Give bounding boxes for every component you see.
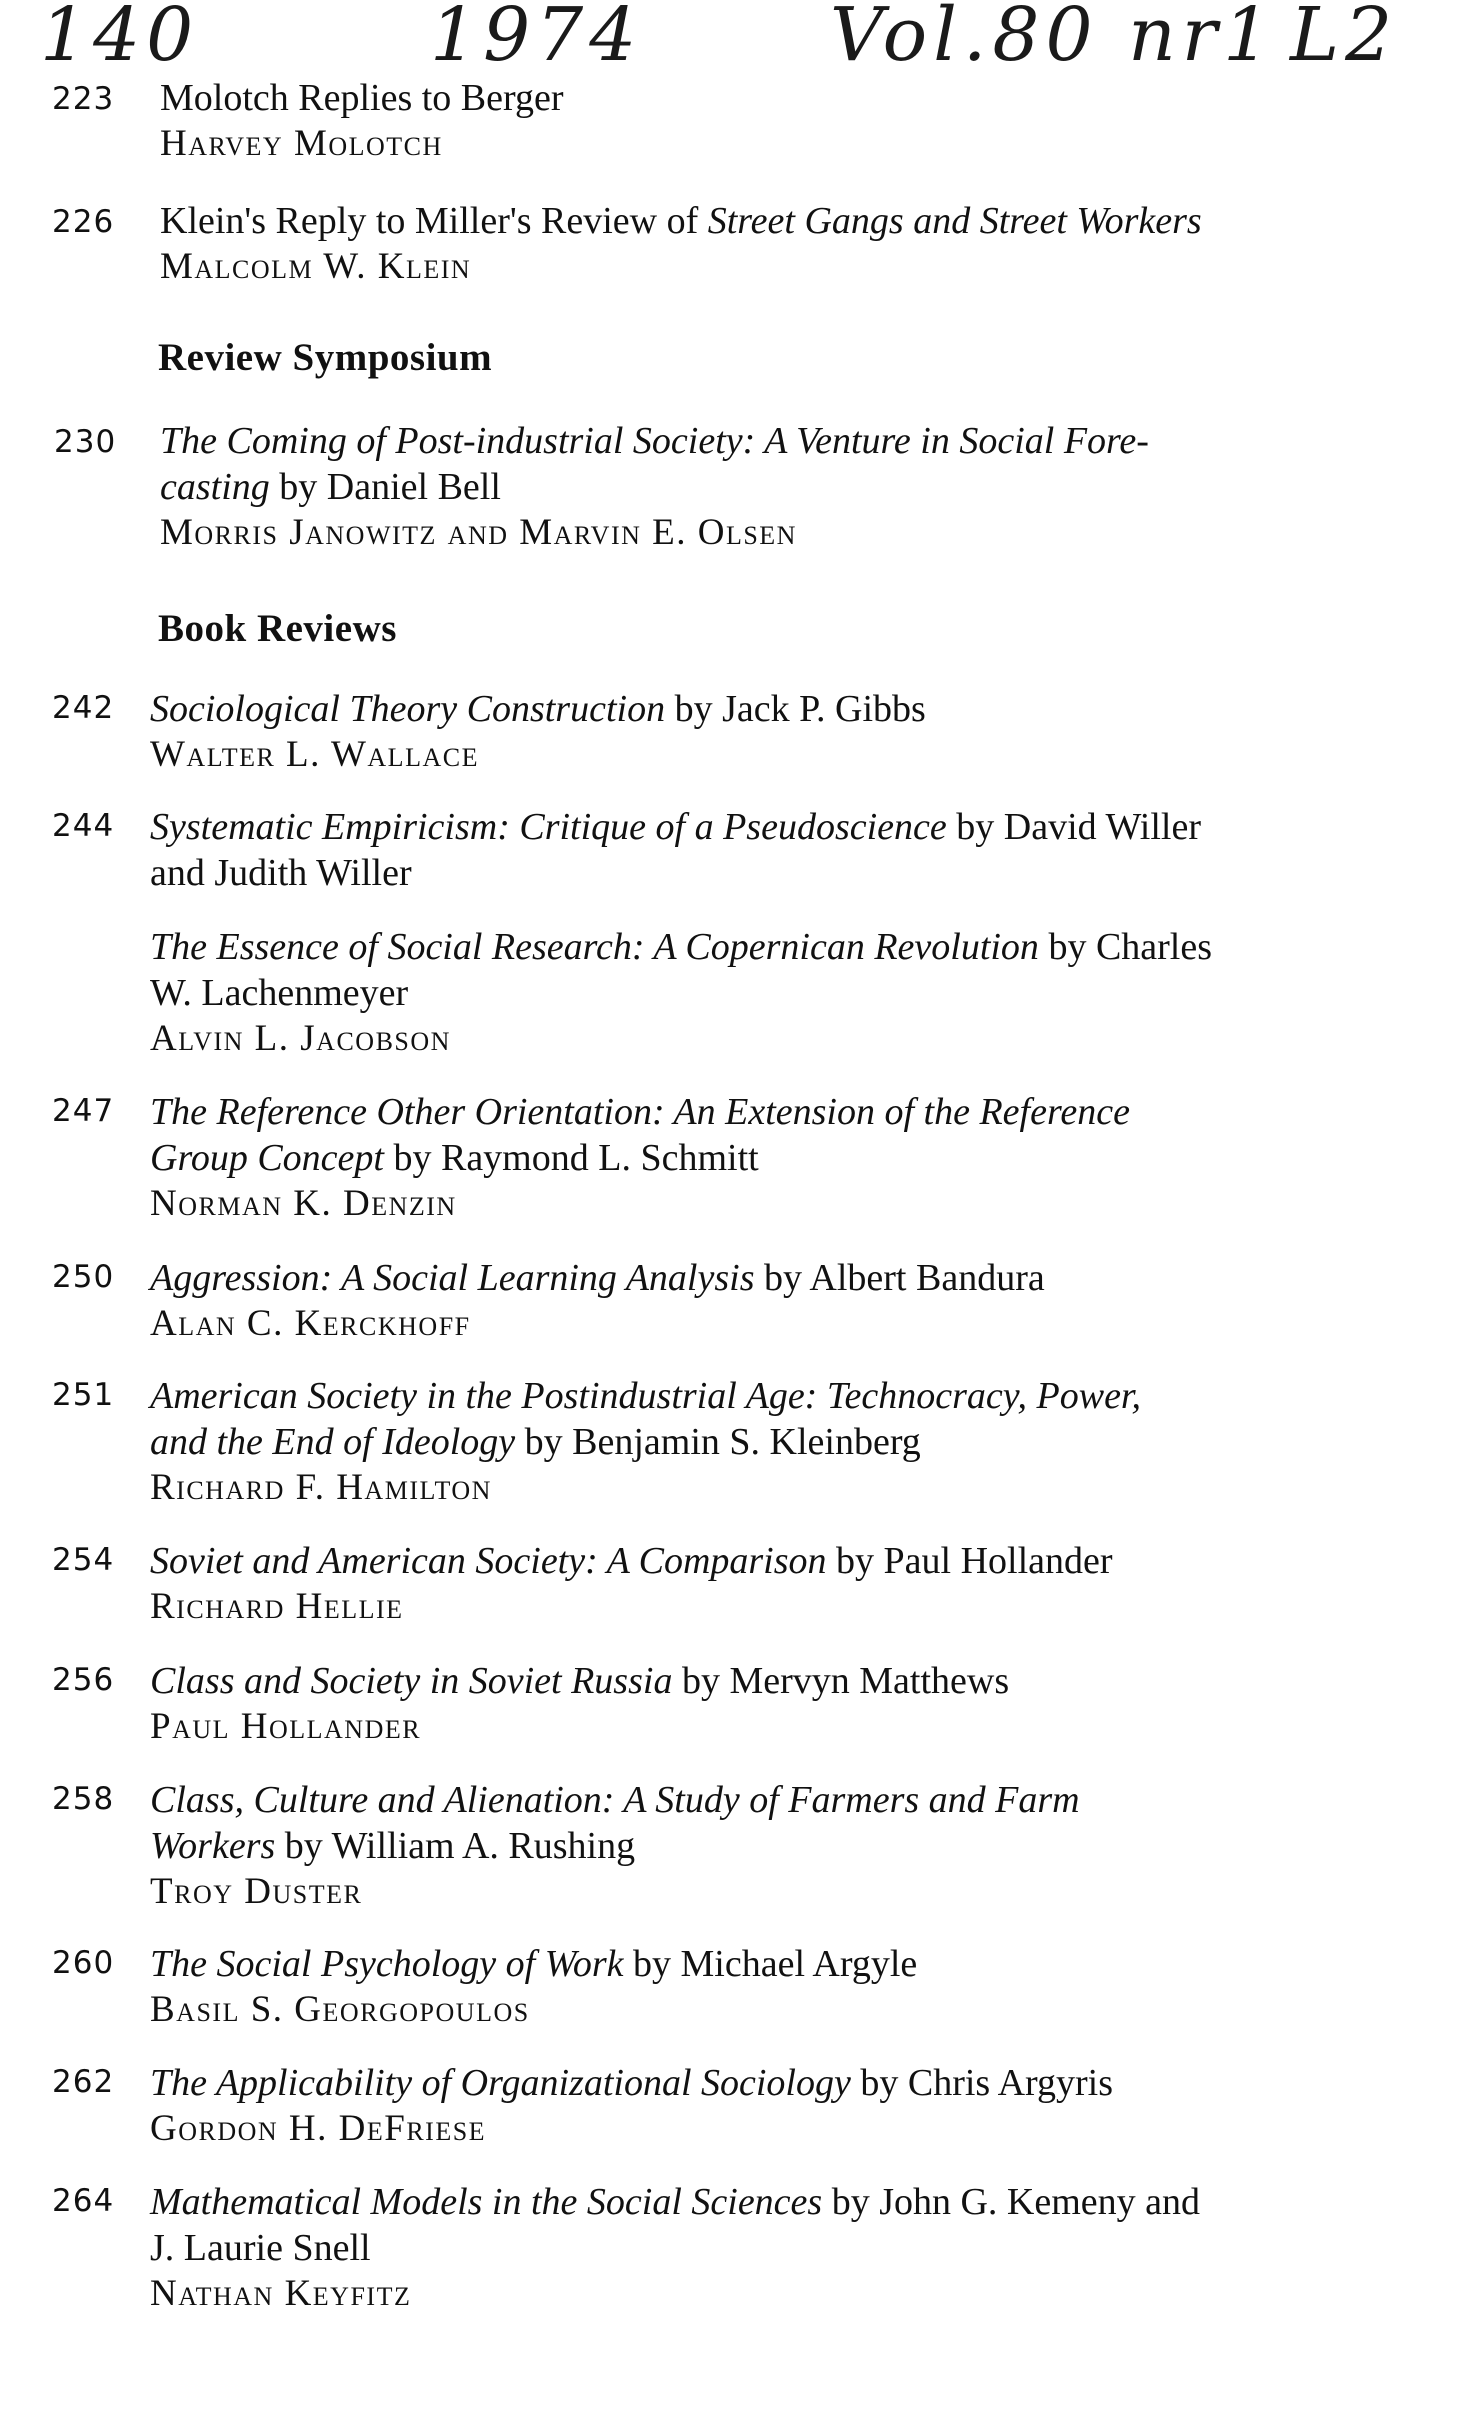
page-number: 230 [54,424,117,460]
page-number: 251 [52,1377,115,1413]
handwritten-year: 1974 [430,0,643,78]
entry-body [150,1658,1370,1750]
entry-title: Sociological Theory Construction by Jack P. Gibbs [150,688,926,730]
entry-author: Basil S. Georgopoulos [150,1989,530,2030]
entry-title-cont: and the End of Ideology by Benjamin S. Kleinberg [150,1421,921,1463]
entry-body [150,686,1370,778]
entry-title-cont: and Judith Willer [150,852,412,894]
entry-author: Morris Janowitz and Marvin E. Olsen [160,512,797,553]
entry-title: Soviet and American Society: A Comparison by Paul Hollander [150,1540,1113,1582]
entry-body [150,804,1370,896]
entry-title: Aggression: A Social Learning Analysis by Albert Bandura [150,1257,1045,1299]
entry-title-cont: W. Lachenmeyer [150,972,409,1014]
page-number: 262 [52,2064,115,2100]
entry-body [150,1089,1370,1227]
entry-title-cont: casting by Daniel Bell [160,466,501,508]
entry-title: Class and Society in Soviet Russia by Mervyn Matthews [150,1660,1010,1702]
entry-title: The Coming of Post-industrial Society: A Venture in Social Fore- [160,420,1149,462]
entry-author: Norman K. Denzin [150,1183,457,1224]
entry-title: Class, Culture and Alienation: A Study of Farmers and Farm [150,1779,1080,1821]
entry-title-cont: Group Concept by Raymond L. Schmitt [150,1137,759,1179]
entry-author: Troy Duster [150,1871,363,1912]
entry-title-cont: J. Laurie Snell [150,2227,371,2269]
entry-body [150,1538,1370,1630]
entry-author: Paul Hollander [150,1706,422,1747]
handwritten-number: 140 [40,0,200,78]
entry-author: Gordon H. DeFriese [150,2108,487,2149]
entry-author: Malcolm W. Klein [160,246,472,287]
entry-author: Alvin L. Jacobson [150,1018,451,1059]
section-heading-symposium: Review Symposium [158,336,493,379]
entry-author: Richard F. Hamilton [150,1467,492,1508]
entry-title: The Essence of Social Research: A Copernican Revolution by Charles [150,926,1213,968]
entry-body [150,1777,1370,1915]
entry-title: The Applicability of Organizational Sociology by Chris Argyris [150,2062,1114,2104]
page-number: 258 [52,1781,115,1817]
entry-body [150,2060,1370,2152]
entry-body [160,75,1380,167]
page-number: 250 [52,1259,115,1295]
entry-body [150,1373,1370,1511]
entry-title: The Reference Other Orientation: An Extension of the Reference [150,1091,1130,1133]
page-number: 242 [52,690,115,726]
page-number: 244 [52,808,115,844]
entry-title: Klein's Reply to Miller's Review of Street Gangs and Street Workers [160,200,1202,242]
page-number: 226 [52,204,115,240]
entry-title: Systematic Empiricism: Critique of a Pseudoscience by David Willer [150,806,1201,848]
page-number: 264 [52,2183,115,2219]
entry-author: Harvey Molotch [160,123,443,164]
entry-title: American Society in the Postindustrial Age: Technocracy, Power, [150,1375,1142,1417]
entry-author: Nathan Keyfitz [150,2273,412,2314]
page-number: 260 [52,1945,115,1981]
entry-body [160,198,1380,290]
entry-body [160,418,1380,556]
handwritten-code: L2 [1290,0,1399,78]
page-number: 254 [52,1542,115,1578]
entry-body [150,2179,1370,2317]
entry-title: Molotch Replies to Berger [160,77,564,119]
page-number: 223 [52,81,115,117]
entry-body [150,924,1370,1062]
entry-author: Walter L. Wallace [150,734,479,775]
entry-title: The Social Psychology of Work by Michael Argyle [150,1943,918,1985]
entry-body [150,1255,1370,1347]
entry-author: Richard Hellie [150,1586,404,1627]
handwritten-volume: Vol.80 nr1 [830,0,1277,78]
page-number: 256 [52,1662,115,1698]
page-number: 247 [52,1093,115,1129]
entry-title: Mathematical Models in the Social Sciences by John G. Kemeny and [150,2181,1201,2223]
entry-body [150,1941,1370,2033]
section-heading-reviews: Book Reviews [158,607,397,650]
entry-title-cont: Workers by William A. Rushing [150,1825,636,1867]
entry-author: Alan C. Kerckhoff [150,1303,471,1344]
